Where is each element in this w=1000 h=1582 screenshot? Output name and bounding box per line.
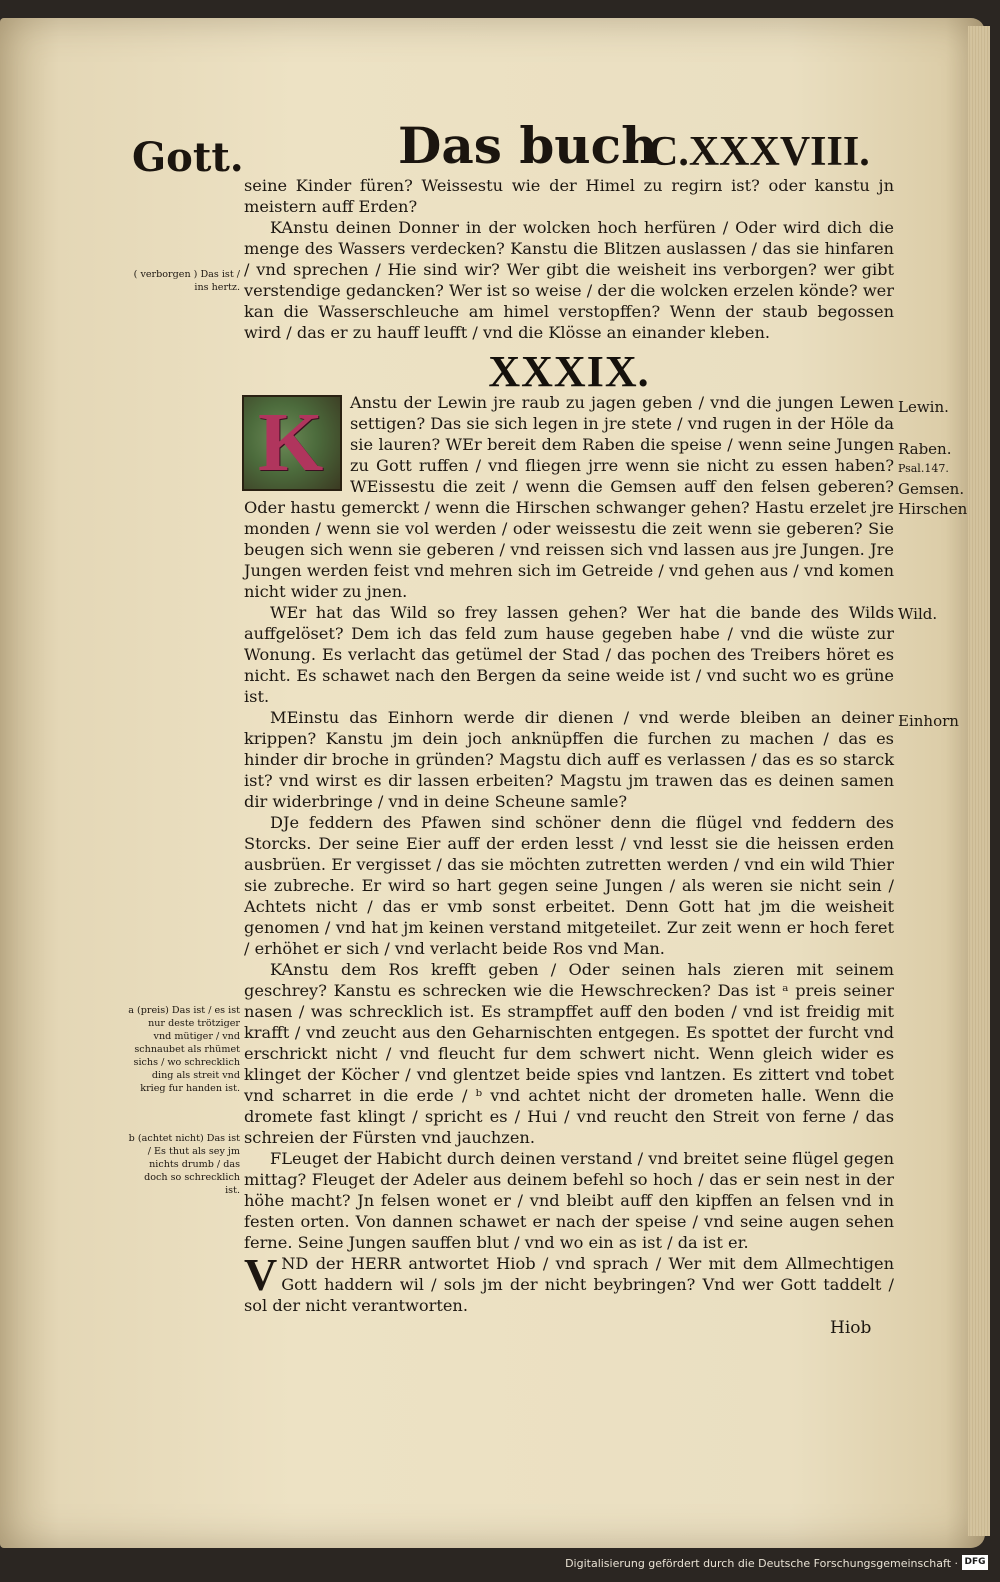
- margin-keyword-raben: Raben.: [898, 440, 952, 458]
- margin-keyword-gemsen: Gemsen.: [898, 480, 965, 498]
- initial-letter-v: V: [244, 1249, 278, 1300]
- paragraph: FLeuget der Habicht durch deinen verstand / vnd breitet seine flügel gegen mittag? Fleuget der Adeler aus deinem befehl so hoch / das er sein nest in der höhe macht? Jn felsen wonet er / vnd bleibt auff den kipffen an felsen vnd in festen orten. Von dannen schawet er nach der speise / vnd seine augen sehen ferne. Seine Jungen sauffen blut / vnd wo ein as ist / da ist er.: [244, 1149, 894, 1252]
- text-block-chapter: [244, 392, 894, 1316]
- paragraph-text: ND der HERR antwortet Hiob / vnd sprach / Wer mit dem Allmechtigen Gott haddern wil / sols jm der nicht beybringen? Vnd wer Gott taddelt / sol der nicht verantworten.: [244, 1254, 894, 1315]
- margin-keyword-einhorn: Einhorn: [898, 712, 959, 730]
- initial-letter: K: [258, 396, 324, 489]
- digitization-credit: Digitalisierung gefördert durch die Deutsche Forschungsgemeinschaft ·: [565, 1557, 958, 1570]
- catchword: Hiob: [830, 1318, 872, 1338]
- folio-number: C.XXXVIII.: [648, 129, 870, 175]
- running-head: [0, 110, 985, 180]
- decorated-initial: [242, 395, 342, 491]
- margin-ref-psalm: Psal.147.: [898, 462, 949, 475]
- margin-keyword-hirschen: Hirschen: [898, 500, 968, 518]
- running-head-left: Gott.: [132, 134, 244, 181]
- paragraph: MEinstu das Einhorn werde dir dienen / vnd werde bleiben an deiner krippen? Kanstu jm dein joch anknüpffen die furchen zu machen / das es hinder dir broche in gründen? Magstu dich auff es verlassen / das es so starck ist? vnd wirst es dir lassen erbeiten? Magstu jm trawen das es deinen samen dir widerbringe / vnd in deine Scheune samle?: [244, 708, 894, 811]
- paragraph: WEr hat das Wild so frey lassen gehen? Wer hat die bande des Wilds auffgelöset? Dem ich das feld zum hause gegeben habe / vnd die wüste zur Wonung. Es verlacht das getümel der Stad / das pochen des Treibers höret es nicht. Es schawet nach den Bergen da seine weide ist / vnd sucht wo es grüne ist.: [244, 603, 894, 706]
- paragraph: Anstu der Lewin jre raub zu jagen geben / vnd die jungen Lewen settigen? Das sie sich legen in jre stete / vnd rugen in der Höle da sie lauren? WEr bereit dem Raben die speise / wenn seine Jungen zu Gott ruffen / vnd fliegen jrre wenn sie nicht zu essen haben? WEissestu die zeit / wenn die Gemsen auff den felsen geberen? Oder hastu gemerckt / wenn die Hirschen schwanger gehen? Hastu erzelet jre monden / wenn sie vol werden / oder weissestu die zeit wenn sie geberen? Sie beugen sich wenn sie geberen / vnd reissen sich vnd lassen aus jre Jungen. Jre Jungen werden feist vnd mehren sich im Getreide / vnd gehen aus / vnd komen nicht wider zu jnen.: [244, 393, 894, 601]
- paragraph: DJe feddern des Pfawen sind schöner denn die flügel vnd feddern des Storcks. Der seine Eier auff der erden lesst / vnd lesst sie die heissen erden ausbrüen. Er vergisset / das sie möchten zutretten werden / vnd ein wild Thier sie zubreche. Er wird so hart gegen seine Jungen / als weren sie nicht sein / Achtets nicht / das er vmb sonst erbeitet. Denn Gott hat jm die weisheit genomen / vnd hat jm keinen verstand mitgeteilet. Zur zeit wenn er hoch feret / erhöhet er sich / vnd verlacht beide Ros vnd Man.: [244, 813, 894, 958]
- margin-note-verborgen: ( verborgen ) Das ist / ins hertz.: [133, 269, 240, 293]
- margin-note-preis: a (preis) Das ist / es ist nur deste trötziger vnd mütiger / vnd schnaubet als rhümet sichs / wo schrecklich ding als streit vnd krieg fur handen ist.: [128, 1005, 240, 1094]
- dfg-logo: DFG: [962, 1555, 988, 1570]
- margin-keyword-wild: Wild.: [898, 605, 938, 623]
- margin-note-achtet: b (achtet nicht) Das ist / Es thut als sey jm nichts drumb / das doch so schrecklich ist.: [128, 1133, 240, 1196]
- paragraph: seine Kinder füren? Weissestu wie der Himel zu regirn ist? oder kanstu jn meistern auff Erden?: [244, 176, 894, 216]
- chapter-number: XXXIX.: [488, 347, 650, 396]
- text-block-top: [244, 175, 894, 343]
- running-head-title: Das buch: [398, 116, 658, 175]
- paragraph: KAnstu dem Ros krefft geben / Oder seinen hals zieren mit seinem geschrey? Kanstu es schrecken wie die Hewschrecken? Das ist ᵃ preis seiner nasen / was schrecklich ist. Es strampffet auff den boden / vnd ist freidig mit krafft / vnd zeucht aus den Geharnischten entgegen. Es spottet der furcht vnd erschrickt nicht / vnd fleucht fur dem schwert nicht. Wenn gleich wider es klinget der Köcher / vnd glentzet beide spies vnd lantzen. Es zittert vnd tobet vnd scharret in die erde / ᵇ vnd achtet nicht der drometen halle. Wenn die dromete fast klingt / spricht es / Hui / vnd reucht den Streit von ferne / das schreien der Fürsten vnd jauchzen.: [244, 960, 894, 1147]
- page-edge-stack: [968, 26, 990, 1536]
- paragraph: KAnstu deinen Donner in der wolcken hoch herfüren / Oder wird dich die menge des Wassers verdecken? Kanstu die Blitzen auslassen / das sie hinfaren / vnd sprechen / Hie sind wir? Wer gibt die weisheit ins verborgen? wer gibt verstendige gedancken? Wer ist so weise / der die wolcken erzelen könde? wer kan die Wasserschleuche am himel verstopffen? Wenn der staub begossen wird / das er zu hauff leufft / vnd die Klösse an einander kleben.: [244, 218, 894, 342]
- paragraph: [244, 1249, 894, 1316]
- margin-keyword-lewin: Lewin.: [898, 398, 949, 416]
